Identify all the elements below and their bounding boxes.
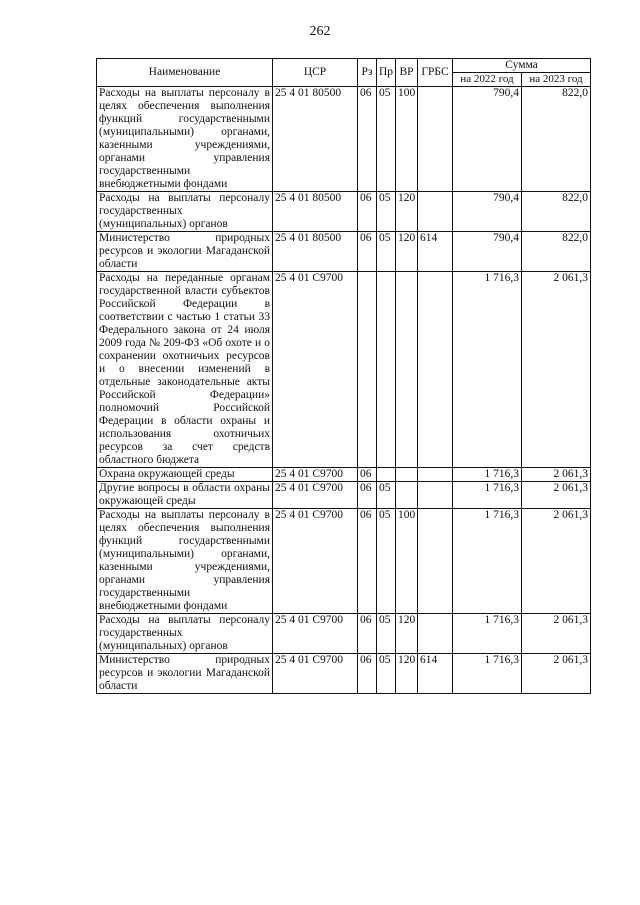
- header-rz: Рз: [358, 59, 377, 87]
- row-vr: 120: [396, 614, 418, 654]
- row-vr: 100: [396, 87, 418, 192]
- row-sum-2023: 822,0: [522, 192, 591, 232]
- row-sum-2022: 1 716,3: [453, 482, 522, 509]
- row-name: Расходы на выплаты персоналу в целях обеспечения выполнения функций государственными (муниципальными) органами, казенными учреждениями, органами управления государственными внебюджетными фондами: [97, 87, 273, 192]
- row-grbs: 614: [418, 654, 453, 694]
- row-rz: 06: [358, 87, 377, 192]
- row-name: Другие вопросы в области охраны окружающей среды: [97, 482, 273, 509]
- header-grbs: ГРБС: [418, 59, 453, 87]
- row-rz: 06: [358, 482, 377, 509]
- header-csr: ЦСР: [273, 59, 358, 87]
- row-sum-2023: 2 061,3: [522, 614, 591, 654]
- row-vr: 120: [396, 654, 418, 694]
- page-number: 262: [309, 24, 331, 39]
- row-pr: [377, 272, 396, 468]
- row-name: Министерство природных ресурсов и экологии Магаданской области: [97, 654, 273, 694]
- header-vr: ВР: [396, 59, 418, 87]
- row-sum-2022: 1 716,3: [453, 272, 522, 468]
- row-name: Охрана окружающей среды: [97, 468, 273, 482]
- table-row: [97, 509, 591, 614]
- row-pr: [377, 468, 396, 482]
- row-csr: 25 4 01 С9700: [273, 468, 358, 482]
- row-grbs: [418, 509, 453, 614]
- row-rz: 06: [358, 654, 377, 694]
- row-sum-2022: 1 716,3: [453, 654, 522, 694]
- row-rz: 06: [358, 509, 377, 614]
- row-vr: [396, 482, 418, 509]
- row-csr: 25 4 01 80500: [273, 232, 358, 272]
- row-rz: 06: [358, 232, 377, 272]
- row-csr: 25 4 01 80500: [273, 87, 358, 192]
- row-vr: [396, 468, 418, 482]
- table-row: [97, 232, 591, 272]
- row-csr: 25 4 01 С9700: [273, 482, 358, 509]
- row-csr: 25 4 01 С9700: [273, 272, 358, 468]
- header-pr: Пр: [377, 59, 396, 87]
- row-vr: [396, 272, 418, 468]
- row-grbs: [418, 468, 453, 482]
- table-body: [97, 87, 591, 694]
- row-sum-2023: 2 061,3: [522, 509, 591, 614]
- row-name: Расходы на выплаты персоналу государственных (муниципальных) органов: [97, 192, 273, 232]
- row-csr: 25 4 01 С9700: [273, 509, 358, 614]
- row-pr: 05: [377, 654, 396, 694]
- row-pr: 05: [377, 192, 396, 232]
- row-sum-2022: 790,4: [453, 232, 522, 272]
- row-csr: 25 4 01 С9700: [273, 654, 358, 694]
- budget-table: [96, 58, 591, 694]
- row-rz: 06: [358, 614, 377, 654]
- row-sum-2022: 790,4: [453, 192, 522, 232]
- row-name: Министерство природных ресурсов и экологии Магаданской области: [97, 232, 273, 272]
- row-pr: 05: [377, 482, 396, 509]
- header-year-2023: на 2023 год: [522, 73, 591, 87]
- row-name: Расходы на выплаты персоналу в целях обеспечения выполнения функций государственными (муниципальными) органами, казенными учреждениями, органами управления государственными внебюджетными фондами: [97, 509, 273, 614]
- row-sum-2023: 2 061,3: [522, 654, 591, 694]
- table-row: [97, 468, 591, 482]
- row-csr: 25 4 01 С9700: [273, 614, 358, 654]
- row-sum-2023: 822,0: [522, 87, 591, 192]
- table-row: [97, 614, 591, 654]
- row-sum-2022: 1 716,3: [453, 468, 522, 482]
- row-vr: 120: [396, 192, 418, 232]
- row-name: Расходы на переданные органам государственной власти субъектов Российской Федерации в соответствии с частью 1 статьи 33 Федерального закона от 24 июля 2009 года № 209-ФЗ «Об охоте и о сохранении охотничьих ресурсов и о внесении изменений в отдельные законодательные акты Российской Федерации» полномочий Российской Федерации в области охраны и использования охотничьих ресурсов за счет средств областного бюджета: [97, 272, 273, 468]
- row-name: Расходы на выплаты персоналу государственных (муниципальных) органов: [97, 614, 273, 654]
- row-grbs: [418, 192, 453, 232]
- row-rz: [358, 272, 377, 468]
- row-sum-2023: 2 061,3: [522, 468, 591, 482]
- table-row: [97, 192, 591, 232]
- row-csr: 25 4 01 80500: [273, 192, 358, 232]
- row-sum-2023: 2 061,3: [522, 482, 591, 509]
- row-pr: 05: [377, 87, 396, 192]
- row-grbs: [418, 614, 453, 654]
- row-pr: 05: [377, 232, 396, 272]
- row-grbs: 614: [418, 232, 453, 272]
- header-sum: Сумма: [453, 59, 591, 73]
- row-rz: 06: [358, 192, 377, 232]
- row-pr: 05: [377, 509, 396, 614]
- row-grbs: [418, 482, 453, 509]
- header-name: Наименование: [97, 59, 273, 87]
- row-grbs: [418, 87, 453, 192]
- row-sum-2023: 2 061,3: [522, 272, 591, 468]
- row-vr: 120: [396, 232, 418, 272]
- row-rz: 06: [358, 468, 377, 482]
- row-pr: 05: [377, 614, 396, 654]
- row-sum-2022: 790,4: [453, 87, 522, 192]
- header-year-2022: на 2022 год: [453, 73, 522, 87]
- row-grbs: [418, 272, 453, 468]
- table-row: [97, 482, 591, 509]
- row-sum-2023: 822,0: [522, 232, 591, 272]
- table-row: [97, 87, 591, 192]
- row-sum-2022: 1 716,3: [453, 614, 522, 654]
- row-vr: 100: [396, 509, 418, 614]
- row-sum-2022: 1 716,3: [453, 509, 522, 614]
- table-row: [97, 654, 591, 694]
- table-row: [97, 272, 591, 468]
